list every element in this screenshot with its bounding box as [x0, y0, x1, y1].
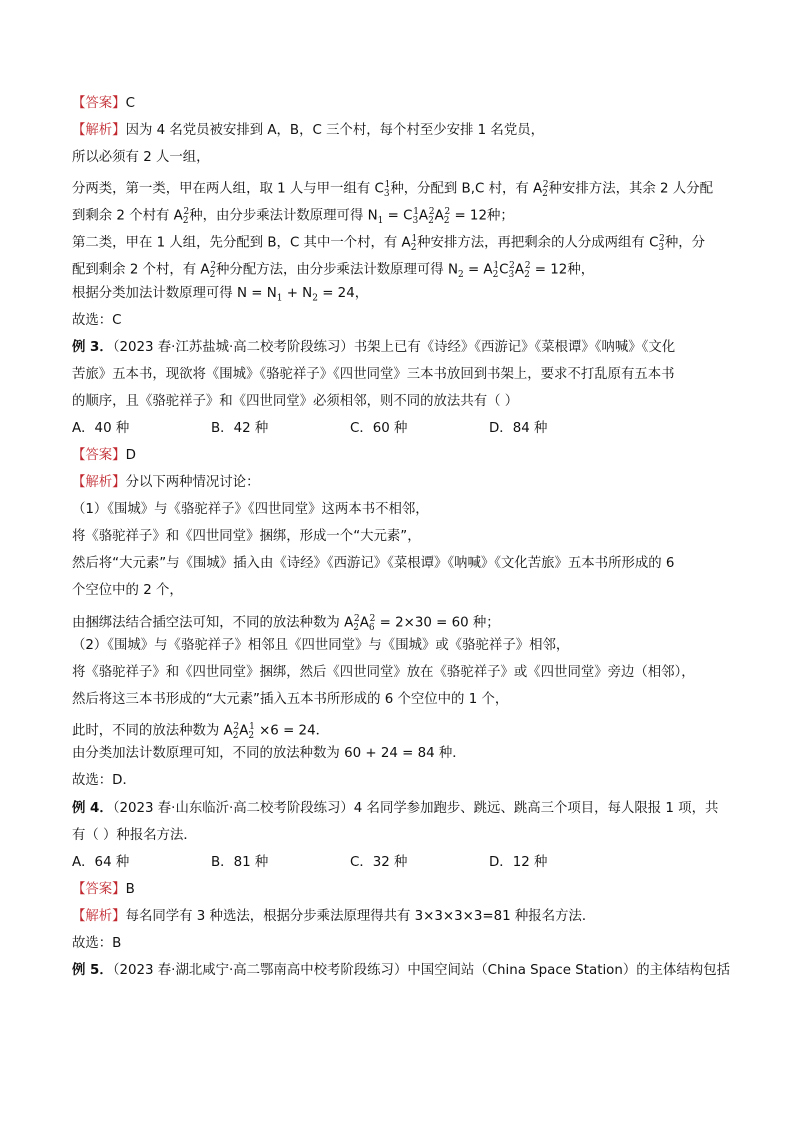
formula-line: 此时，不同的放法种数为 $A_2^2A_2^1 \times 6 = 24$． — [72, 722, 329, 742]
text-line: 然后将这三本书形成的“大元素”插入五本书所形成的 6 个空位中的 1 个， — [72, 692, 509, 707]
text-line: 第二类，甲在 1 人组，先分配到 B，C 其中一个村，有 $A_2^1$种安排方法，再把剩余的人分成两组有 $C_3^2$种，分 — [72, 234, 706, 254]
formula-line: 配到剩余 2 个村，有 $A_2^2$种分配方法，由分步乘法计数原理可得 $N_2 = A_2^1C_3^2A_2^2 = 12$种， — [72, 261, 595, 281]
text-line: 将《骆驼祥子》和《四世同堂》捆绑，然后《四世同堂》放在《骆驼祥子》或《四世同堂》旁边（相邻）， — [72, 665, 695, 680]
text-line: 分两类，第一类，甲在两人组，取 1 人与甲一组有 $C_3^1$种，分配到 B,C 村，有 $A_2^2$种安排方法，其余 2 人分配 — [72, 180, 713, 200]
analysis-line: 【解析】每名同学有 3 种选法，根据分步乘法原理得共有 3×3×3×3=81 种报名方法． — [72, 909, 596, 924]
choose-line: 故选：B — [72, 936, 122, 951]
example-tag: 例 5． — [72, 963, 113, 978]
option-b: B．42 种 — [211, 421, 269, 436]
answer-tag: 【答案】 — [72, 96, 126, 111]
example-3-line: 例 3．（2023 春·江苏盐城·高二校考阶段练习）书架上已有《诗经》《西游记》《菜根谭》《呐喊》《文化 — [72, 340, 676, 355]
analysis-tag: 【解析】 — [72, 123, 126, 138]
formula-line: 由捆绑法结合插空法可知，不同的放法种数为 $A_2^2A_6^2 = 2\times 30 = 60$ 种； — [72, 614, 500, 634]
answer-line-ex2: 【答案】C — [72, 96, 135, 111]
option-a: A．64 种 — [72, 855, 130, 870]
analysis-line: 【解析】分以下两种情况讨论： — [72, 475, 260, 490]
option-c: C．32 种 — [350, 855, 408, 870]
example-4-line: 例 4．（2023 春·山东临沂·高二校考阶段练习）4 名同学参加跑步、跳远、跳高三个项目，每人限报 1 项，共 — [72, 801, 719, 816]
answer-tag: 【答案】 — [72, 448, 126, 463]
choose-line: 故选：D． — [72, 773, 136, 788]
text-line: （2）《围城》与《骆驼祥子》相邻且《四世同堂》与《围城》或《骆驼祥子》相邻， — [72, 638, 570, 653]
analysis-tag: 【解析】 — [72, 475, 126, 490]
analysis-tag: 【解析】 — [72, 909, 126, 924]
text-line: 的顺序，且《骆驼祥子》和《四世同堂》必须相邻，则不同的放法共有（ ） — [72, 394, 519, 409]
option-d: D．84 种 — [489, 421, 548, 436]
options-ex3 — [72, 420, 628, 438]
text-line: （1）《围城》与《骆驼祥子》《四世同堂》这两本书不相邻， — [72, 502, 429, 517]
text-line: 有（ ）种报名方法． — [72, 828, 197, 843]
text-line: 然后将“大元素”与《围城》插入由《诗经》《西游记》《菜根谭》《呐喊》《文化苦旅》五本书所形成的 6 — [72, 556, 675, 571]
options-ex4 — [72, 854, 628, 872]
text-line: 所以必须有 2 人一组， — [72, 150, 210, 165]
text-line: 将《骆驼祥子》和《四世同堂》捆绑，形成一个“大元素”， — [72, 529, 421, 544]
option-b: B．81 种 — [211, 855, 269, 870]
choose-line: 故选：C — [72, 313, 122, 328]
analysis-line: 【解析】因为 4 名党员被安排到 A，B，C 三个村，每个村至少安排 1 名党员， — [72, 123, 544, 138]
option-d: D．12 种 — [489, 855, 548, 870]
text-line: 苦旅》五本书，现欲将《围城》《骆驼祥子》《四世同堂》三本书放回到书架上，要求不打乱原有五本书 — [72, 367, 675, 382]
text-line: 个空位中的 2 个， — [72, 583, 183, 598]
option-c: C．60 种 — [350, 421, 408, 436]
example-tag: 例 4． — [72, 801, 113, 816]
example-5-line: 例 5．（2023 春·湖北咸宁·高二鄂南高中校考阶段练习）中国空间站（China Space Station）的主体结构包括 — [72, 963, 730, 978]
answer-line-ex3: 【答案】D — [72, 448, 136, 463]
formula-line: 根据分类加法计数原理可得 $N = N_1 + N_2 = 24$， — [72, 286, 369, 304]
example-tag: 例 3． — [72, 340, 113, 355]
text-line: 由分类加法计数原理可知，不同的放法种数为 60 + 24 = 84 种． — [72, 746, 466, 761]
answer-line-ex4: 【答案】B — [72, 882, 135, 897]
answer-tag: 【答案】 — [72, 882, 126, 897]
option-a: A．40 种 — [72, 421, 130, 436]
formula-line: 到剩余 2 个村有 $A_2^2$种，由分步乘法计数原理可得 $N_1 = C_3^1A_2^2A_2^2 = 12$种； — [72, 207, 514, 227]
